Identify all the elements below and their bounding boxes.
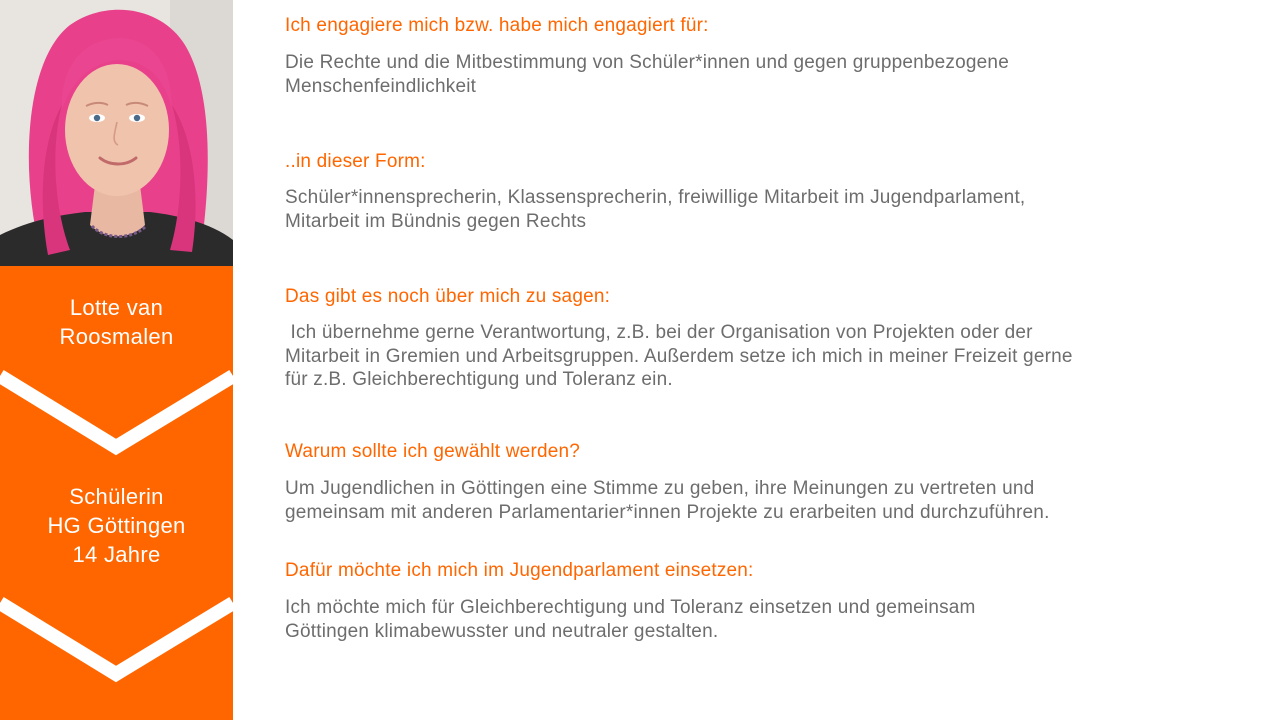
section-body-line: Schüler*innensprecherin, Klassensprecherin, freiwillige Mitarbeit im Jugendparlament, [285,187,1026,208]
portrait-photo [0,0,233,266]
section-body-line: gemeinsam mit anderen Parlamentarier*innen Projekte zu erarbeiten und durchzuführen. [285,501,1050,523]
section-body [285,596,976,643]
section-body-line: Mitarbeit in Gremien und Arbeitsgruppen. Außerdem setze ich mich in meiner Freizeit gerne [285,345,1073,367]
section-heading: Das gibt es noch über mich zu sagen: [285,286,611,307]
section-body-line: Ich übernehme gerne Verantwortung, z.B. bei der Organisation von Projekten oder der [285,322,1033,343]
candidate-name-line: Lotte van [69,295,164,320]
section-body-line: Um Jugendlichen in Göttingen eine Stimme zu geben, ihre Meinungen zu vertreten und [285,478,1035,499]
section-heading: Dafür möchte ich mich im Jugendparlament einsetzen: [285,560,754,581]
section-body [285,477,1050,524]
sidebar-panel [0,0,233,720]
section-body [285,321,1073,392]
section-body-line: Göttingen klimabewusster und neutraler gestalten. [285,620,719,642]
candidate-info [0,482,233,569]
section-body-line: Menschenfeindlichkeit [285,75,477,97]
section-body-line: Mitarbeit im Bündnis gegen Rechts [285,210,587,232]
section-body-line: Die Rechte und die Mitbestimmung von Schüler*innen und gegen gruppenbezogene [285,52,1009,73]
candidate-info-line: HG Göttingen [47,513,186,538]
candidate-info-line: Schülerin [69,484,164,509]
candidate-name [0,293,233,351]
section-heading: Warum sollte ich gewählt werden? [285,441,581,462]
section-body-line: Ich möchte mich für Gleichberechtigung und Toleranz einsetzen und gemeinsam [285,597,976,618]
section-body-line: für z.B. Gleichberechtigung und Toleranz ein. [285,369,673,390]
section-body [285,186,1025,233]
candidate-info-line: 14 Jahre [72,542,161,567]
section-heading: Ich engagiere mich bzw. habe mich engagiert für: [285,15,709,36]
section-heading: ..in dieser Form: [285,151,426,172]
candidate-name-line: Roosmalen [59,324,174,349]
section-body [285,51,1009,98]
